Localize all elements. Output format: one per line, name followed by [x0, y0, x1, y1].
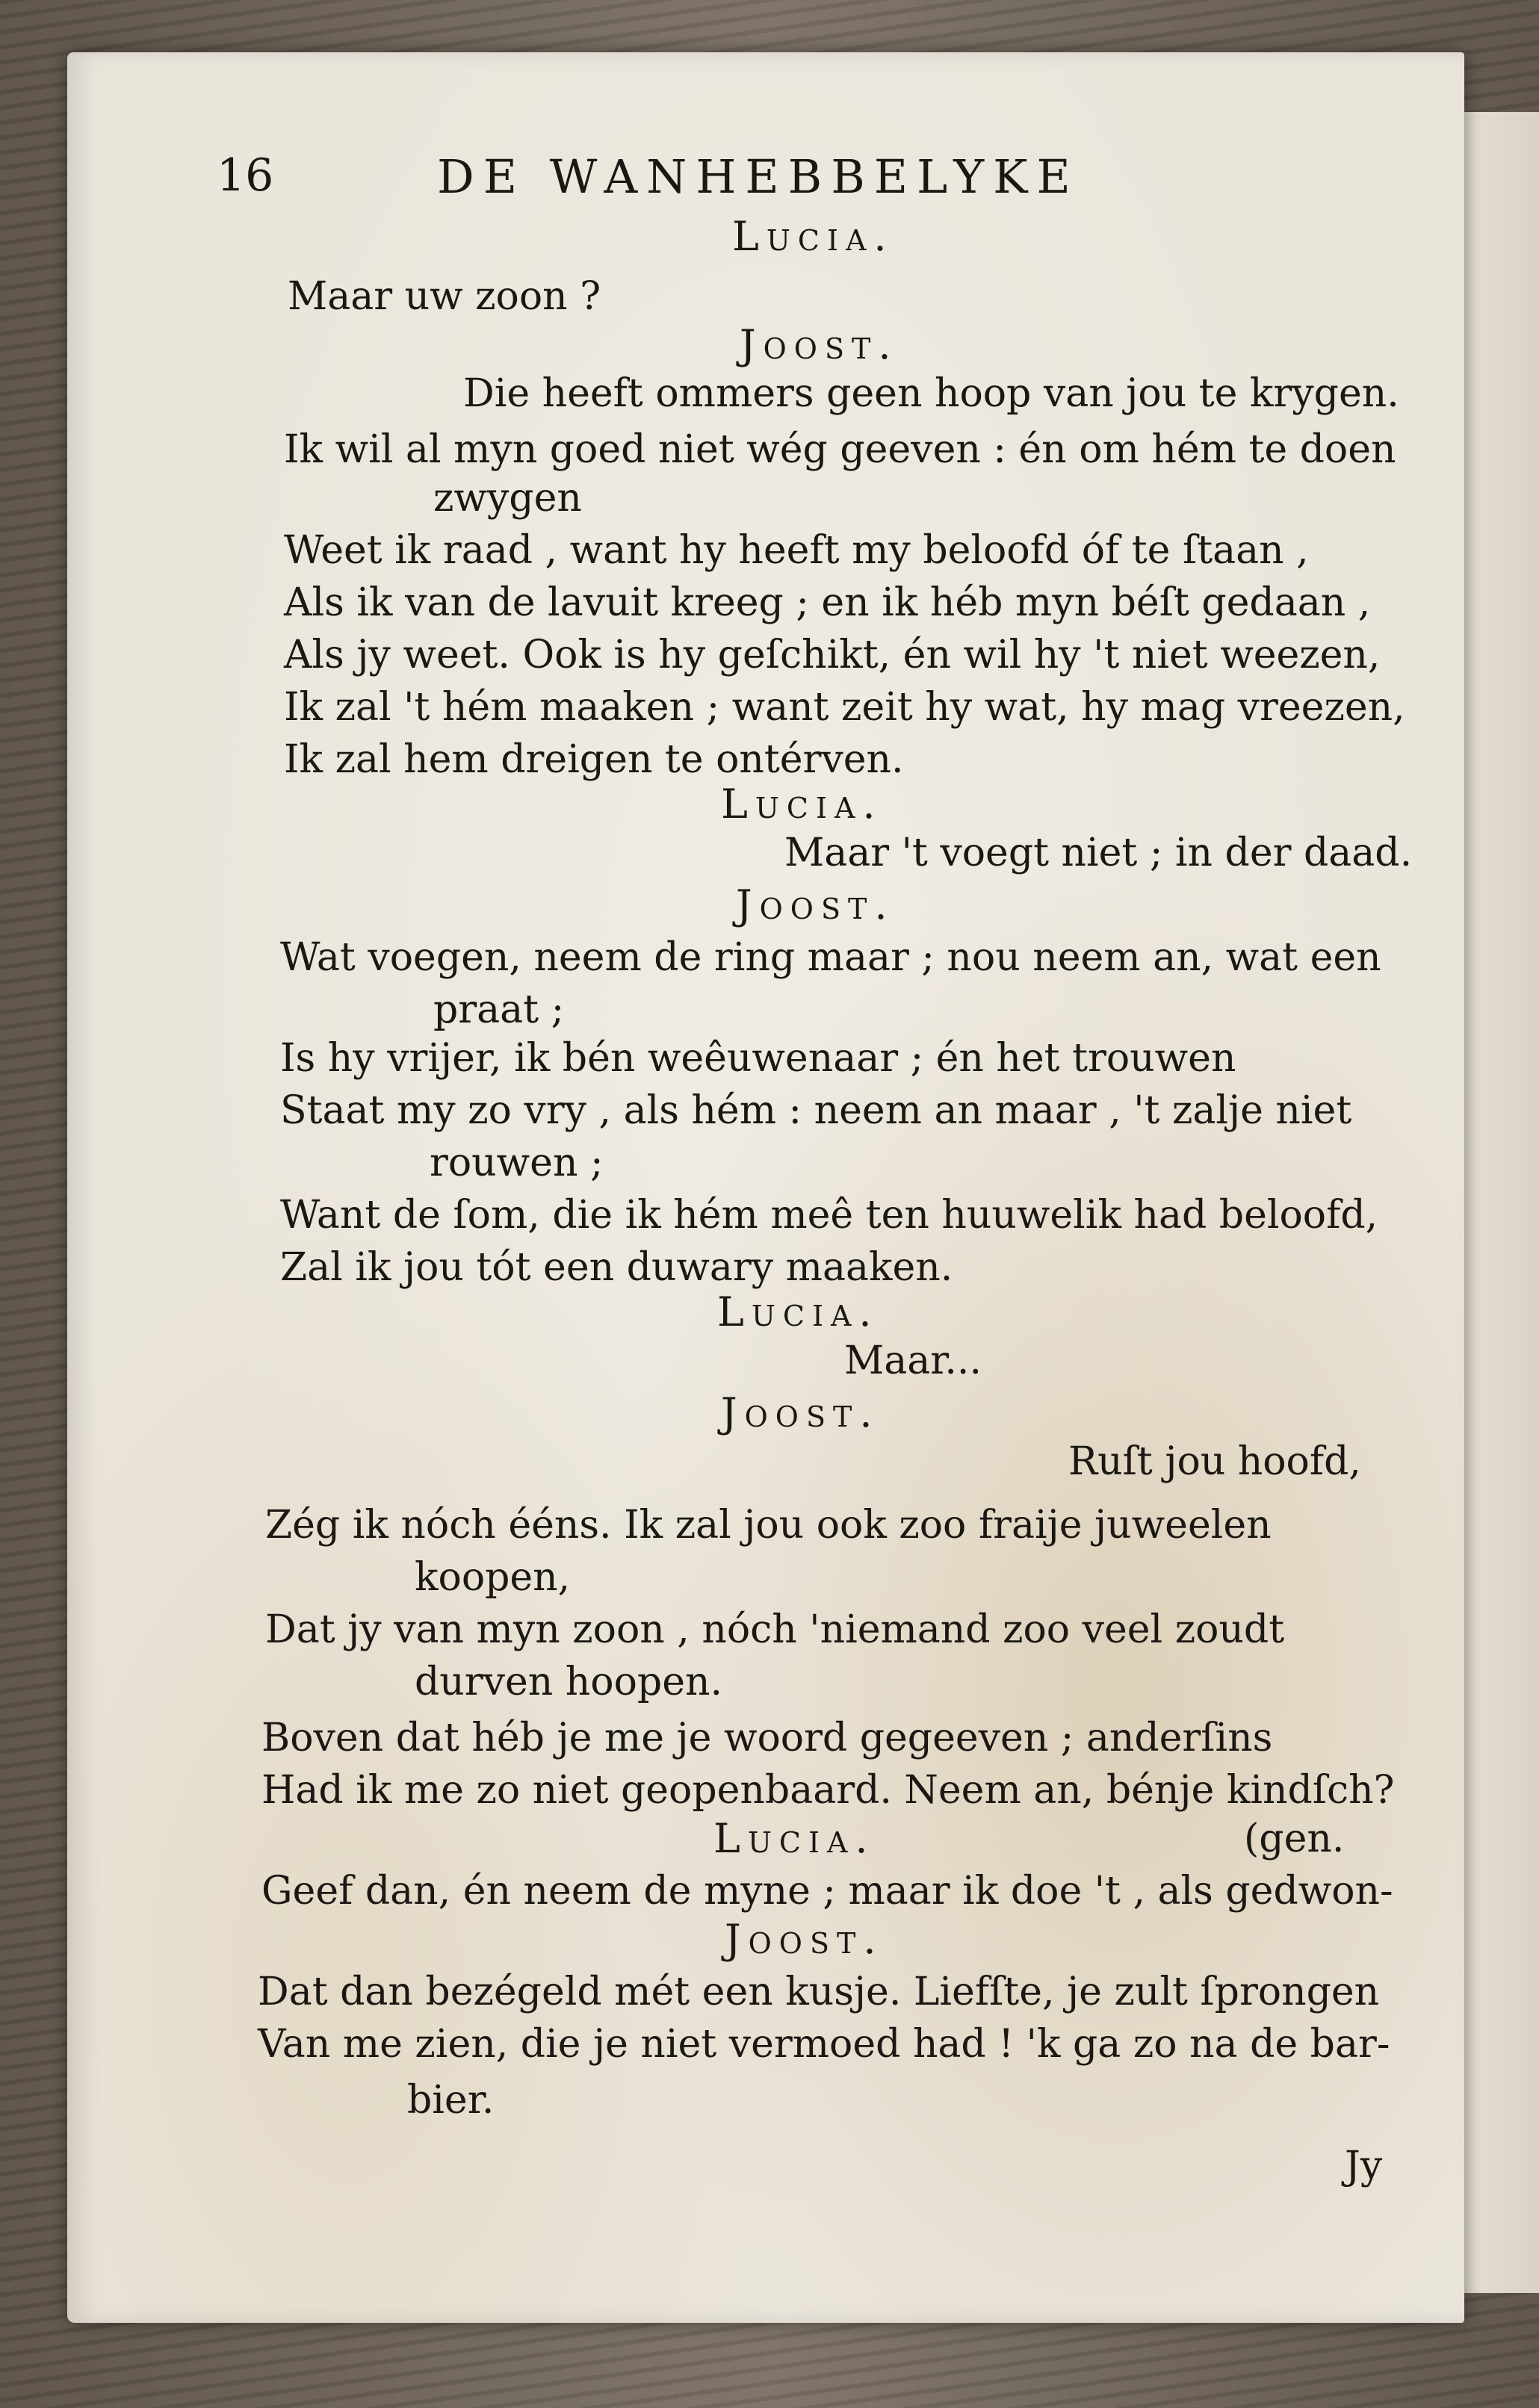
verse-line: Dat dan bezégeld mét een kusje. Liefſte, je zult ſprongen	[258, 1970, 1380, 2014]
verse-line: Staat my zo vry , als hém : neem an maar , 't zalje niet	[280, 1088, 1352, 1133]
verse-line: bier.	[407, 2078, 495, 2123]
verse-line: durven hoopen.	[415, 1660, 722, 1704]
verse-line: Zég ik nóch ééns. Ik zal jou ook zoo fraije juweelen	[265, 1503, 1272, 1548]
verse-line: Maar uw zoon ?	[288, 274, 601, 319]
verse-line: Wat voegen, neem de ring maar ; nou neem an, wat een	[280, 935, 1381, 980]
verse-line: koopen,	[415, 1555, 571, 1600]
speaker-heading: Joost.	[725, 1916, 884, 1963]
speaker-heading: Lucia.	[713, 1815, 876, 1862]
verse-line: Maar...	[844, 1338, 982, 1383]
verse-line: Ik wil al myn goed niet wég geeven : én om hém te doen	[284, 427, 1396, 472]
verse-line: Dat jy van myn zoon , nóch 'niemand zoo veel zoudt	[265, 1607, 1285, 1652]
speaker-heading: Joost.	[736, 881, 895, 928]
verse-line: Van me zien, die je niet vermoed had ! 'k ga zo na de bar-	[258, 2022, 1390, 2067]
speaker-heading: Joost.	[721, 1389, 880, 1436]
speaker-heading: Lucia.	[721, 781, 883, 828]
verse-line: Weet ik raad , want hy heeft my beloofd óf te ſtaan ,	[284, 528, 1309, 573]
catchword: Jy	[1345, 2144, 1383, 2188]
speaker-heading: Lucia.	[732, 213, 894, 260]
verse-line: rouwen ;	[430, 1141, 604, 1185]
verse-line-turnover: (gen.	[1244, 1816, 1345, 1861]
verse-line: Ik zal 't hém maaken ; want zeit hy wat, hy mag vreezen,	[284, 685, 1405, 730]
verse-line: Ruſt jou hoofd,	[1068, 1439, 1361, 1484]
verse-line: Geef dan, én neem de myne ; maar ik doe 't , als gedwon-	[261, 1869, 1393, 1914]
verse-line: Ik zal hem dreigen te ontérven.	[284, 737, 904, 782]
verse-line: Is hy vrijer, ik bén weêuwenaar ; én het trouwen	[280, 1036, 1236, 1081]
page-number: 16	[217, 149, 274, 202]
verse-line: Zal ik jou tót een duwary maaken.	[280, 1245, 953, 1290]
speaker-heading: Lucia.	[717, 1288, 879, 1335]
verse-line: Als ik van de lavuit kreeg ; en ik héb myn béſt gedaan ,	[284, 580, 1371, 625]
verse-line: Maar 't voegt niet ; in der daad.	[784, 831, 1413, 875]
verse-line: praat ;	[433, 987, 565, 1032]
speaker-heading: Joost.	[740, 321, 899, 368]
verse-line: Boven dat héb je me je woord gegeeven ; anderſins	[261, 1716, 1273, 1760]
verse-line: zwygen	[433, 476, 582, 521]
verse-line: Als jy weet. Ook is hy geſchikt, én wil hy 't niet weezen,	[284, 633, 1381, 677]
verse-line: Had ik me zo niet geopenbaard. Neem an, bénje kindſch?	[261, 1768, 1395, 1813]
running-title: DE WANHEBBELYKE	[437, 149, 1080, 204]
verse-line: Want de ſom, die ik hém meê ten huuwelik had beloofd,	[280, 1193, 1378, 1238]
verse-line: Die heeft ommers geen hoop van jou te krygen.	[463, 371, 1399, 416]
